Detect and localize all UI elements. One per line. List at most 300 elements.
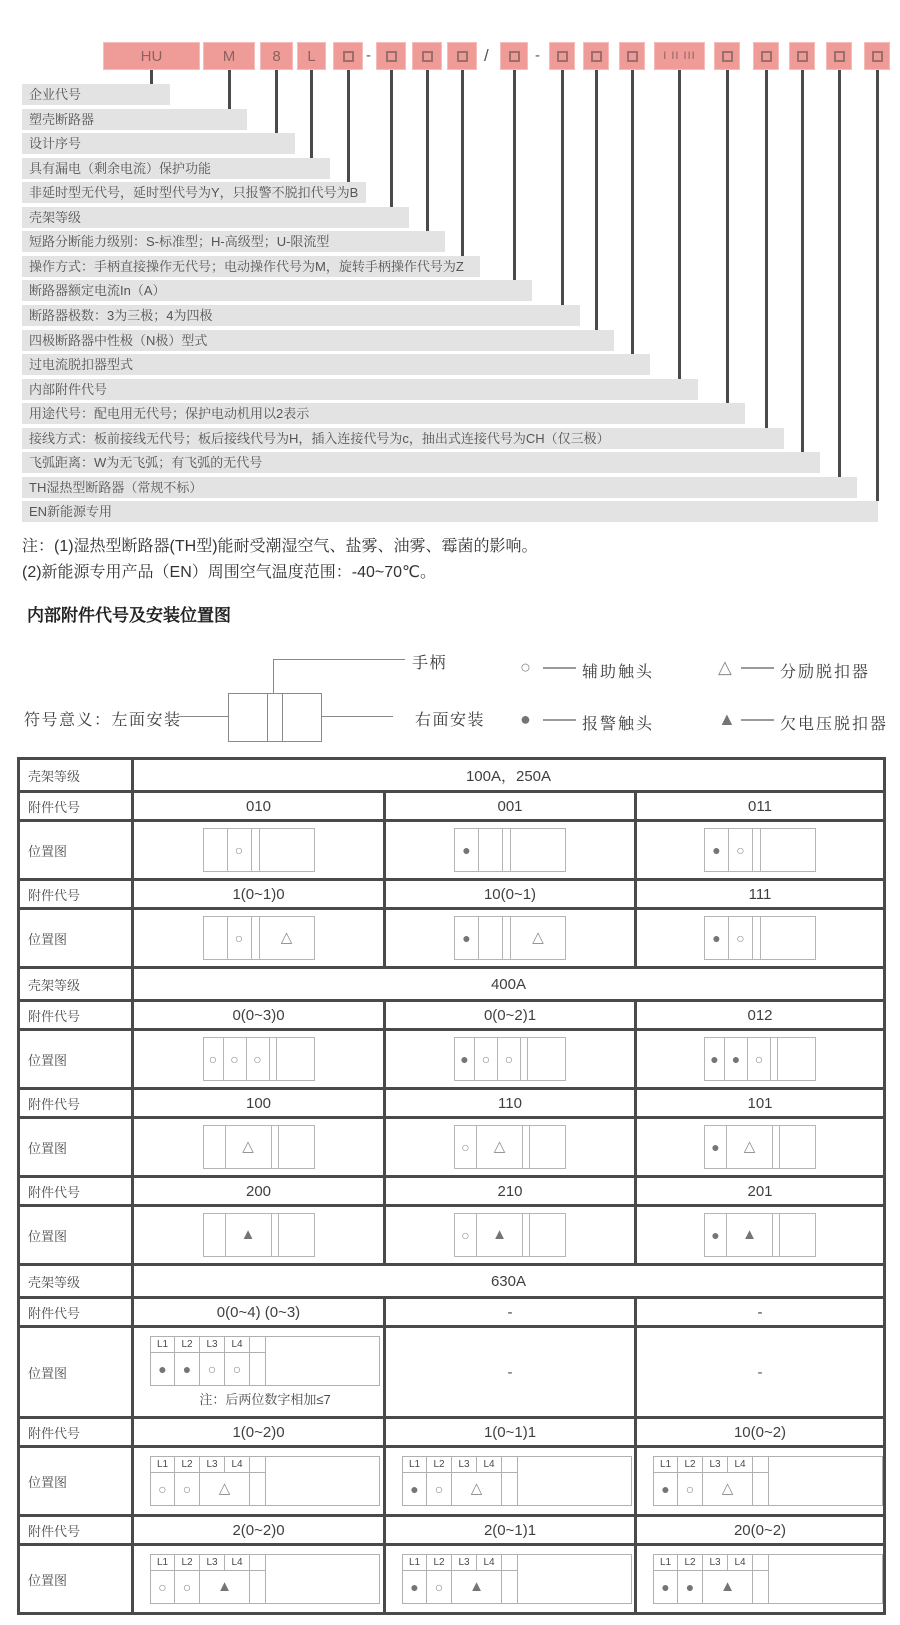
ltable-body-cell	[175, 1571, 200, 1603]
position-diagram-ltable	[402, 1554, 632, 1604]
diagram-compartment	[528, 1038, 565, 1080]
triangle-filled-icon: ▲	[492, 1226, 507, 1243]
accessory-code-row	[19, 1089, 885, 1118]
circle-icon: ○	[182, 1481, 192, 1497]
position-diagram	[454, 828, 566, 872]
code-placeholder-square	[591, 51, 602, 62]
row-header-position: 位置图	[19, 1030, 133, 1089]
diagram-compartment	[455, 1038, 475, 1080]
ltable-header-cell: L2	[175, 1457, 200, 1473]
ltable-body-cell	[175, 1353, 200, 1385]
circle-icon: ○	[481, 1051, 491, 1067]
ltable-body-cell	[151, 1571, 175, 1603]
accessory-code-value: 101	[636, 1089, 885, 1118]
diagram-compartment	[224, 1038, 247, 1080]
ltable-body-cell	[200, 1571, 250, 1603]
position-diagram-cell	[385, 1030, 636, 1089]
position-diagram-cell	[636, 1545, 885, 1614]
diagram-compartment	[260, 917, 314, 959]
diagram-compartment	[204, 1214, 226, 1256]
ltable-header-cell: L2	[678, 1457, 703, 1473]
position-diagram-cell	[636, 1118, 885, 1177]
position-diagram-cell	[636, 909, 885, 968]
legend-dash	[741, 719, 774, 721]
code-label-bar: 非延时型无代号，延时型代号为Y，只报警不脱扣代号为B	[22, 182, 366, 203]
ltable-header-row	[151, 1555, 379, 1571]
ltable-header-cell: L2	[427, 1457, 452, 1473]
circle-icon: ○	[461, 1227, 470, 1243]
ltable-body-cell	[225, 1353, 250, 1385]
code-placeholder-square	[872, 51, 883, 62]
code-placeholder-square	[627, 51, 638, 62]
ltable-body-cell	[654, 1473, 678, 1505]
code-box: I II III	[654, 42, 705, 70]
circle-icon: ○	[158, 1579, 167, 1595]
diagram-compartment	[252, 829, 260, 871]
diagram-compartment	[455, 1126, 477, 1168]
ltable-body-cell	[200, 1353, 225, 1385]
accessory-code-row	[19, 1418, 885, 1447]
breaker-inner-line-1	[267, 694, 268, 741]
position-diagram-cell	[385, 1118, 636, 1177]
code-box	[333, 42, 363, 70]
triangle-icon: △	[242, 1138, 254, 1155]
row-header-position: 位置图	[19, 1327, 133, 1418]
diagram-compartment	[228, 917, 252, 959]
accessory-code-row	[19, 1298, 885, 1327]
code-drop-line	[513, 70, 516, 280]
accessory-code-row	[19, 792, 885, 821]
accessory-code-value: 010	[133, 792, 385, 821]
diagram-compartment	[477, 1214, 523, 1256]
ltable-body-cell	[427, 1473, 452, 1505]
row-header-frame: 壳架等级	[19, 968, 133, 1001]
code-drop-line	[228, 70, 231, 109]
ltable-header-row	[151, 1337, 379, 1353]
accessory-code-value: 011	[636, 792, 885, 821]
circle-icon: ○	[736, 842, 745, 858]
diagram-compartment	[705, 1126, 727, 1168]
ltable-header-cell: L4	[225, 1555, 250, 1571]
diagram-compartment	[511, 917, 565, 959]
ltable-body-cell	[678, 1571, 703, 1603]
position-diagram-ltable	[653, 1456, 883, 1506]
triangle-icon: △	[743, 1138, 756, 1155]
left-mount-line	[178, 716, 228, 717]
code-label-bar: 过电流脱扣器型式	[22, 354, 650, 375]
diagram-compartment	[773, 1126, 780, 1168]
code-drop-line	[561, 70, 564, 305]
accessory-code-value: -	[636, 1298, 885, 1327]
circle-icon: ○	[234, 842, 244, 858]
position-diagram-cell	[385, 821, 636, 880]
code-label-bar: 接线方式：板前接线无代号；板后接线代号为H，插入连接代号为c，抽出式连接代号为CH（仅三极）	[22, 428, 784, 449]
code-box	[619, 42, 645, 70]
position-diagram-cell	[636, 821, 885, 880]
accessory-code-value: -	[385, 1298, 636, 1327]
note-line-1: 注：(1)湿热型断路器(TH型)能耐受潮湿空气、盐雾、油雾、霉菌的影响。	[22, 538, 538, 555]
ltable-body-cell	[175, 1473, 200, 1505]
triangle-filled-icon: ▲	[720, 1578, 735, 1595]
row-header-position: 位置图	[19, 909, 133, 968]
ltable-body-cell	[250, 1473, 266, 1505]
diagram-compartment	[753, 917, 761, 959]
row-header-position: 位置图	[19, 1206, 133, 1265]
position-diagram-cell	[385, 1545, 636, 1614]
row-header-position: 位置图	[19, 1118, 133, 1177]
code-placeholder-square	[722, 51, 733, 62]
legend-label: 欠电压脱扣器	[780, 716, 889, 733]
diagram-compartment	[523, 1214, 530, 1256]
row-header-code: 附件代号	[19, 1001, 133, 1030]
row-header-frame: 壳架等级	[19, 759, 133, 792]
code-placeholder-square	[797, 51, 808, 62]
diagram-compartment	[523, 1126, 530, 1168]
diagram-compartment	[270, 1038, 277, 1080]
accessory-code-value: 20(0~2)	[636, 1516, 885, 1545]
code-placeholder-square	[386, 51, 397, 62]
triangle-icon: △	[721, 1480, 734, 1497]
accessory-code-row	[19, 880, 885, 909]
code-placeholder-square	[422, 51, 433, 62]
code-label-bar: EN新能源专用	[22, 501, 878, 522]
position-diagram-cell	[133, 1206, 385, 1265]
circle-filled-icon: ●	[711, 1227, 720, 1243]
diagram-compartment	[498, 1038, 521, 1080]
diagram-compartment	[279, 1214, 314, 1256]
code-drop-line	[310, 70, 313, 158]
diagram-compartment	[252, 917, 260, 959]
accessory-table	[17, 757, 886, 1615]
accessory-code-row	[19, 1516, 885, 1545]
ltable-body-cell	[250, 1353, 266, 1385]
diagram-compartment	[727, 1126, 773, 1168]
circle-icon: ○	[234, 930, 244, 946]
accessory-code-value: 10(0~1)	[385, 880, 636, 909]
code-placeholder-square	[509, 51, 520, 62]
right-mount-line	[322, 716, 393, 717]
code-box	[376, 42, 406, 70]
accessory-code-value: 2(0~1)1	[385, 1516, 636, 1545]
code-drop-line	[595, 70, 598, 330]
right-mount-label: 右面安装	[415, 712, 486, 729]
code-label-bar: 操作方式：手柄直接操作无代号；电动操作代号为M，旋转手柄操作代号为Z	[22, 256, 480, 277]
accessory-code-value: 0(0~2)1	[385, 1001, 636, 1030]
ltable-header-cell: L1	[151, 1457, 175, 1473]
position-diagram-row	[19, 1545, 885, 1614]
circle-filled-icon: ●	[182, 1361, 192, 1377]
legend-label: 分励脱扣器	[780, 664, 871, 681]
position-diagram	[704, 916, 816, 960]
ltable-body-cell	[151, 1473, 175, 1505]
triangle-icon: △	[280, 929, 293, 946]
position-diagram-cell	[636, 1030, 885, 1089]
ltable-body-cell	[654, 1571, 678, 1603]
diagram-compartment	[455, 917, 479, 959]
ltable-body-cell	[502, 1473, 518, 1505]
ltable-header-cell: L4	[728, 1555, 753, 1571]
diagram-compartment	[475, 1038, 498, 1080]
diagram-compartment	[272, 1126, 279, 1168]
diagram-compartment	[226, 1214, 272, 1256]
position-diagram	[704, 1125, 816, 1169]
ltable-body-cell	[427, 1571, 452, 1603]
position-diagram	[454, 916, 566, 960]
circle-filled-icon: ●	[712, 930, 721, 946]
ltable-header-cell	[753, 1555, 769, 1571]
code-drop-line	[765, 70, 768, 428]
position-diagram-cell	[636, 1206, 885, 1265]
legend-label: 报警触头	[582, 716, 655, 733]
circle-filled-icon: ●	[685, 1579, 695, 1595]
accessory-code-value: 201	[636, 1177, 885, 1206]
diagram-compartment	[725, 1038, 748, 1080]
position-diagram	[704, 1213, 816, 1257]
accessory-code-value: 200	[133, 1177, 385, 1206]
code-placeholder-square	[343, 51, 354, 62]
ltable-header-cell: L3	[452, 1555, 477, 1571]
row-header-code: 附件代号	[19, 880, 133, 909]
ltable-header-cell	[250, 1457, 266, 1473]
code-label-bar: 塑壳断路器	[22, 109, 247, 130]
diagram-compartment	[511, 829, 565, 871]
position-diagram-row	[19, 821, 885, 880]
dash-placeholder: -	[507, 1363, 513, 1381]
ltable-body-cell	[452, 1571, 502, 1603]
position-diagram	[203, 828, 315, 872]
code-label-bar: 断路器额定电流In（A）	[22, 280, 532, 301]
handle-drop-line	[273, 659, 274, 693]
row-header-code: 附件代号	[19, 1298, 133, 1327]
code-drop-line	[461, 70, 464, 256]
accessory-code-value: 100	[133, 1089, 385, 1118]
ltable-header-row	[403, 1457, 631, 1473]
code-label-bar: 具有漏电（剩余电流）保护功能	[22, 158, 330, 179]
triangle-icon: △	[493, 1138, 506, 1155]
code-drop-line	[347, 70, 350, 182]
diagram-compartment	[247, 1038, 270, 1080]
row-header-position: 位置图	[19, 821, 133, 880]
position-diagram	[203, 1213, 315, 1257]
diagram-compartment	[272, 1214, 279, 1256]
frame-level-value: 400A	[133, 968, 885, 1001]
ltable-header-cell: L4	[477, 1457, 502, 1473]
code-box	[789, 42, 815, 70]
triangle-filled-icon: ▲	[217, 1578, 232, 1595]
circle-icon: ○	[182, 1579, 192, 1595]
position-diagram-row	[19, 1118, 885, 1177]
ltable-body-cell	[151, 1353, 175, 1385]
diagram-compartment	[226, 1126, 272, 1168]
position-diagram-cell	[133, 1030, 385, 1089]
diagram-compartment	[753, 829, 761, 871]
position-diagram-cell	[636, 1327, 885, 1418]
diagram-compartment	[521, 1038, 528, 1080]
diagram-compartment	[530, 1214, 565, 1256]
ltable-header-cell: L1	[151, 1555, 175, 1571]
frame-level-row	[19, 759, 885, 792]
code-drop-line	[838, 70, 841, 477]
position-diagram	[203, 1125, 315, 1169]
triangle-icon: △	[218, 1480, 231, 1497]
diagram-compartment	[778, 1038, 815, 1080]
accessory-code-value: 210	[385, 1177, 636, 1206]
position-diagram-cell	[385, 1447, 636, 1516]
circle-icon: ○	[461, 1139, 470, 1155]
diagram-compartment	[204, 1038, 224, 1080]
accessory-code-row	[19, 1001, 885, 1030]
ltable-body-cell	[753, 1473, 769, 1505]
position-diagram-cell	[636, 1447, 885, 1516]
code-label-bar: 设计序号	[22, 133, 295, 154]
circle-filled-icon: ●	[711, 1139, 720, 1155]
breaker-inner-line-2	[282, 694, 283, 741]
position-diagram-cell	[385, 1206, 636, 1265]
code-drop-line	[631, 70, 634, 354]
ltable-header-cell: L2	[175, 1555, 200, 1571]
ltable-header-cell: L2	[678, 1555, 703, 1571]
code-box	[714, 42, 740, 70]
diagram-compartment	[204, 1126, 226, 1168]
ltable-header-cell: L3	[452, 1457, 477, 1473]
circle-filled-icon: ●	[460, 1051, 469, 1067]
ltable-header-cell: L2	[175, 1337, 200, 1353]
circle-icon: ○	[754, 1051, 764, 1067]
ltable-header-cell: L4	[728, 1457, 753, 1473]
frame-level-row	[19, 1265, 885, 1298]
circle-filled-icon: ●	[410, 1579, 419, 1595]
diagram-compartment	[780, 1126, 815, 1168]
row-header-code: 附件代号	[19, 792, 133, 821]
accessory-code-value: 001	[385, 792, 636, 821]
ltable-body-cell	[403, 1473, 427, 1505]
code-drop-line	[275, 70, 278, 133]
circle-filled-icon: ●	[712, 842, 721, 858]
position-diagram-cell	[133, 821, 385, 880]
code-placeholder-square	[557, 51, 568, 62]
circle-icon: ○	[504, 1051, 514, 1067]
ltable-header-cell	[502, 1457, 518, 1473]
diagram-compartment	[503, 829, 511, 871]
code-separator: -	[535, 47, 540, 64]
frame-level-value: 100A，250A	[133, 759, 885, 792]
accessory-code-value: 111	[636, 880, 885, 909]
dash-placeholder: -	[757, 1363, 763, 1381]
row-header-code: 附件代号	[19, 1177, 133, 1206]
code-label-bar: 用途代号：配电用无代号；保护电动机用以2表示	[22, 403, 745, 424]
diagram-compartment	[204, 917, 228, 959]
code-label-bar: 短路分断能力级别：S-标准型；H-高级型；U-限流型	[22, 231, 445, 252]
ltable-body-cell	[250, 1571, 266, 1603]
position-diagram	[454, 1213, 566, 1257]
ltable-header-cell: L1	[151, 1337, 175, 1353]
ltable-header-cell	[753, 1457, 769, 1473]
ltable-body-cell	[703, 1571, 753, 1603]
accessory-code-value: 1(0~1)0	[133, 880, 385, 909]
ltable-header-cell: L3	[200, 1555, 225, 1571]
circle-icon: ○	[232, 1361, 242, 1377]
position-diagram	[203, 916, 315, 960]
diagram-compartment	[705, 1214, 727, 1256]
position-diagram-ltable	[150, 1456, 380, 1506]
circle-filled-icon: ●	[661, 1481, 670, 1497]
position-diagram-row	[19, 1327, 885, 1418]
legend-label: 辅助触头	[582, 664, 655, 681]
ltable-header-cell: L3	[200, 1457, 225, 1473]
diagram-compartment	[748, 1038, 771, 1080]
circle-filled-icon: ●	[462, 930, 471, 946]
circle-icon: ○	[685, 1481, 695, 1497]
code-label-bar: 壳架等级	[22, 207, 409, 228]
position-diagram	[454, 1037, 566, 1081]
diagram-compartment	[455, 1214, 477, 1256]
code-box	[500, 42, 528, 70]
circle-filled-icon: ●	[410, 1481, 419, 1497]
accessory-code-value: 012	[636, 1001, 885, 1030]
code-box	[753, 42, 779, 70]
position-diagram-ltable	[402, 1456, 632, 1506]
position-diagram-row	[19, 1206, 885, 1265]
row-header-code: 附件代号	[19, 1516, 133, 1545]
position-diagram-ltable	[653, 1554, 883, 1604]
accessory-code-value: 110	[385, 1089, 636, 1118]
code-box: 8	[260, 42, 293, 70]
diagram-compartment	[773, 1214, 780, 1256]
diagram-compartment	[761, 917, 815, 959]
position-diagram-cell	[133, 1447, 385, 1516]
code-label-bar: TH湿热型断路器（常规不标）	[22, 477, 857, 498]
diagram-compartment	[729, 917, 753, 959]
circle-filled-icon: ●	[520, 709, 531, 729]
diagram-compartment	[228, 829, 252, 871]
diagram-compartment	[780, 1214, 815, 1256]
diagram-compartment	[479, 917, 503, 959]
code-box	[549, 42, 575, 70]
ltable-header-cell: L3	[200, 1337, 225, 1353]
code-drop-line	[426, 70, 429, 231]
ltable-header-cell: L4	[225, 1457, 250, 1473]
diagram-compartment	[477, 1126, 523, 1168]
diagram-compartment	[279, 1126, 314, 1168]
notes	[22, 534, 538, 586]
circle-icon: ○	[434, 1579, 444, 1595]
position-diagram-cell	[385, 909, 636, 968]
diagram-compartment	[260, 829, 314, 871]
diagram-compartment	[503, 917, 511, 959]
code-placeholder-square	[457, 51, 468, 62]
ltable-header-cell: L1	[654, 1457, 678, 1473]
position-diagram	[203, 1037, 315, 1081]
position-diagram-cell	[385, 1327, 636, 1418]
frame-level-row	[19, 968, 885, 1001]
diagram-compartment	[277, 1038, 314, 1080]
position-diagram	[454, 1125, 566, 1169]
ltable-header-cell: L3	[703, 1457, 728, 1473]
position-diagram-cell	[133, 1327, 385, 1418]
ltable-body-cell	[753, 1571, 769, 1603]
triangle-filled-icon: ▲	[718, 709, 736, 729]
code-box	[412, 42, 442, 70]
code-box	[864, 42, 890, 70]
circle-icon: ○	[158, 1481, 167, 1497]
ltable-header-cell: L1	[403, 1555, 427, 1571]
diagram-compartment	[455, 829, 479, 871]
diagram-compartment	[530, 1126, 565, 1168]
ltable-header-row	[151, 1457, 379, 1473]
ltable-header-row	[403, 1555, 631, 1571]
ltable-body-row	[654, 1571, 882, 1603]
handle-label: 手柄	[412, 655, 448, 672]
